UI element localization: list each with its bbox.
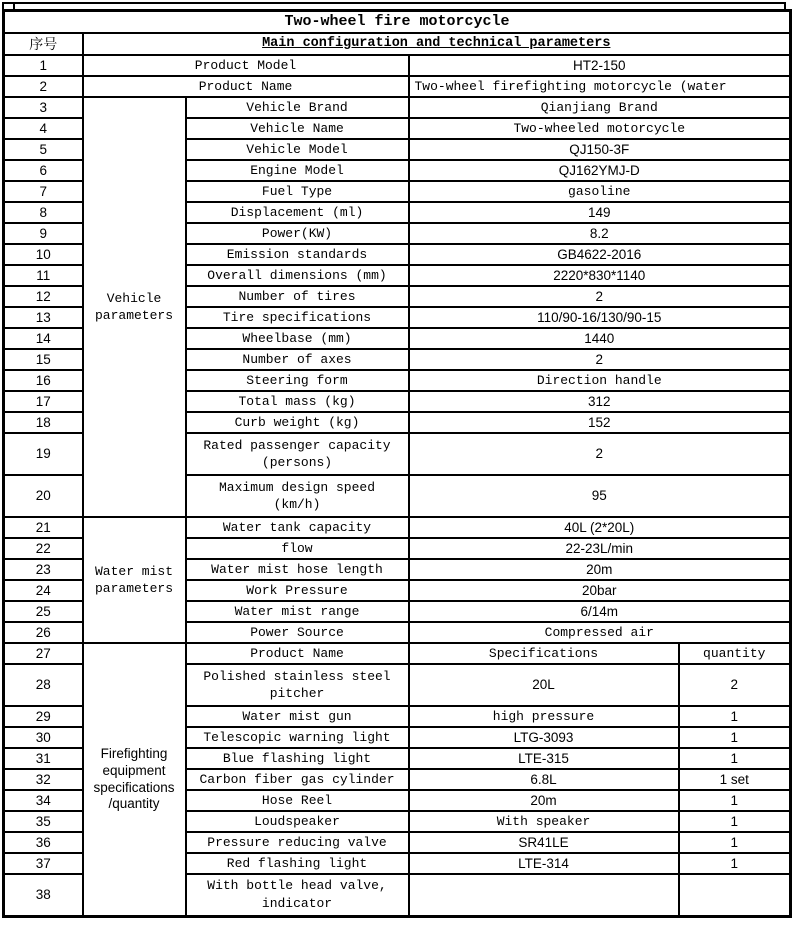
column-header-specifications: Specifications	[409, 643, 679, 664]
group-label-firefighting-equipment: Firefighting equipment specifications /quantity	[83, 643, 186, 916]
param-value: QJ162YMJ-D	[409, 160, 791, 181]
row-no: 36	[4, 832, 83, 853]
param-value: 110/90-16/130/90-15	[409, 307, 791, 328]
spec-table	[2, 9, 792, 918]
qty-value: 1	[679, 706, 791, 727]
row-no: 15	[4, 349, 83, 370]
qty-value: 1	[679, 811, 791, 832]
row-no: 19	[4, 433, 83, 475]
row-no: 20	[4, 475, 83, 517]
param-value: Qianjiang Brand	[409, 97, 791, 118]
param-label: Number of tires	[186, 286, 409, 307]
row-no: 18	[4, 412, 83, 433]
top-strip-divider	[13, 4, 15, 9]
param-value: 149	[409, 202, 791, 223]
param-label: Tire specifications	[186, 307, 409, 328]
spec-value: 6.8L	[409, 769, 679, 790]
param-label: Work Pressure	[186, 580, 409, 601]
param-label: Engine Model	[186, 160, 409, 181]
spec-value: 20L	[409, 664, 679, 706]
param-label: Power Source	[186, 622, 409, 643]
table-row	[4, 33, 791, 55]
qty-value: 1	[679, 748, 791, 769]
param-label: Water mist range	[186, 601, 409, 622]
qty-value: 1 set	[679, 769, 791, 790]
param-value: GB4622-2016	[409, 244, 791, 265]
param-label: Maximum design speed (km/h)	[186, 475, 409, 517]
param-value: 8.2	[409, 223, 791, 244]
spec-value: LTE-315	[409, 748, 679, 769]
group-label-vehicle-parameters: Vehicle parameters	[83, 97, 186, 517]
row-no: 8	[4, 202, 83, 223]
param-label: Product Model	[83, 55, 409, 76]
param-label: Rated passenger capacity (persons)	[186, 433, 409, 475]
param-value: Direction handle	[409, 370, 791, 391]
param-label: Product Name	[83, 76, 409, 97]
param-label: Power(KW)	[186, 223, 409, 244]
qty-value: 1	[679, 790, 791, 811]
spec-value: LTE-314	[409, 853, 679, 874]
row-no: 6	[4, 160, 83, 181]
param-label: Pressure reducing valve	[186, 832, 409, 853]
spec-value: high pressure	[409, 706, 679, 727]
param-value: 6/14m	[409, 601, 791, 622]
table-subtitle-text: Main configuration and technical parameters	[262, 36, 611, 52]
spec-value: 20m	[409, 790, 679, 811]
row-no: 10	[4, 244, 83, 265]
param-value: QJ150-3F	[409, 139, 791, 160]
row-no: 32	[4, 769, 83, 790]
qty-value: 1	[679, 853, 791, 874]
group-label-water-mist-parameters: Water mist parameters	[83, 517, 186, 643]
row-no: 26	[4, 622, 83, 643]
param-label: Water mist hose length	[186, 559, 409, 580]
row-no: 17	[4, 391, 83, 412]
param-label: flow	[186, 538, 409, 559]
param-label: Red flashing light	[186, 853, 409, 874]
param-value: 2220*830*1140	[409, 265, 791, 286]
row-no: 16	[4, 370, 83, 391]
param-label: Loudspeaker	[186, 811, 409, 832]
table-row	[4, 76, 791, 97]
param-value: gasoline	[409, 181, 791, 202]
param-value: 152	[409, 412, 791, 433]
table-top-strip	[2, 2, 786, 9]
spec-value: SR41LE	[409, 832, 679, 853]
qty-value: 2	[679, 664, 791, 706]
row-no: 13	[4, 307, 83, 328]
table-row	[4, 517, 791, 538]
param-value: 2	[409, 286, 791, 307]
spec-value: LTG-3093	[409, 727, 679, 748]
qty-value	[679, 874, 791, 916]
param-value: 95	[409, 475, 791, 517]
row-no: 35	[4, 811, 83, 832]
param-label: Water mist gun	[186, 706, 409, 727]
param-value: 2	[409, 433, 791, 475]
param-value: HT2-150	[409, 55, 791, 76]
row-no: 28	[4, 664, 83, 706]
row-no: 27	[4, 643, 83, 664]
param-label: Curb weight (kg)	[186, 412, 409, 433]
table-row	[4, 11, 791, 34]
param-value: 22-23L/min	[409, 538, 791, 559]
row-no: 5	[4, 139, 83, 160]
row-no: 25	[4, 601, 83, 622]
spec-value: With speaker	[409, 811, 679, 832]
table-title: Two-wheel fire motorcycle	[4, 11, 791, 34]
table-subtitle	[83, 33, 791, 55]
param-label: Steering form	[186, 370, 409, 391]
param-label: Displacement (ml)	[186, 202, 409, 223]
param-value: Two-wheeled motorcycle	[409, 118, 791, 139]
column-header-product-name: Product Name	[186, 643, 409, 664]
param-value: 2	[409, 349, 791, 370]
qty-value: 1	[679, 727, 791, 748]
row-no: 14	[4, 328, 83, 349]
row-no: 7	[4, 181, 83, 202]
param-label: Number of axes	[186, 349, 409, 370]
param-label: Vehicle Name	[186, 118, 409, 139]
param-value: 40L (2*20L)	[409, 517, 791, 538]
param-value: 20bar	[409, 580, 791, 601]
table-row	[4, 643, 791, 664]
param-label: Total mass (kg)	[186, 391, 409, 412]
param-label: Telescopic warning light	[186, 727, 409, 748]
param-label: Fuel Type	[186, 181, 409, 202]
row-no: 29	[4, 706, 83, 727]
row-no: 21	[4, 517, 83, 538]
param-label: Wheelbase (mm)	[186, 328, 409, 349]
row-no: 9	[4, 223, 83, 244]
spec-value	[409, 874, 679, 916]
row-no: 31	[4, 748, 83, 769]
param-label: Water tank capacity	[186, 517, 409, 538]
row-no: 4	[4, 118, 83, 139]
param-label: With bottle head valve, indicator	[186, 874, 409, 916]
param-label: Carbon fiber gas cylinder	[186, 769, 409, 790]
row-no: 22	[4, 538, 83, 559]
param-label: Hose Reel	[186, 790, 409, 811]
param-label: Vehicle Model	[186, 139, 409, 160]
param-value: 1440	[409, 328, 791, 349]
row-no: 30	[4, 727, 83, 748]
row-no: 23	[4, 559, 83, 580]
param-label: Emission standards	[186, 244, 409, 265]
row-no: 3	[4, 97, 83, 118]
row-no: 2	[4, 76, 83, 97]
param-label: Polished stainless steel pitcher	[186, 664, 409, 706]
serial-no-header: 序号	[4, 33, 83, 55]
param-label: Blue flashing light	[186, 748, 409, 769]
param-value: Compressed air	[409, 622, 791, 643]
param-value: 20m	[409, 559, 791, 580]
param-value: Two-wheel firefighting motorcycle (water	[409, 76, 791, 97]
param-value: 312	[409, 391, 791, 412]
column-header-quantity: quantity	[679, 643, 791, 664]
table-row	[4, 55, 791, 76]
qty-value: 1	[679, 832, 791, 853]
row-no: 1	[4, 55, 83, 76]
row-no: 34	[4, 790, 83, 811]
param-label: Overall dimensions (mm)	[186, 265, 409, 286]
row-no: 24	[4, 580, 83, 601]
row-no: 12	[4, 286, 83, 307]
row-no: 11	[4, 265, 83, 286]
param-label: Vehicle Brand	[186, 97, 409, 118]
row-no: 38	[4, 874, 83, 916]
table-row	[4, 97, 791, 118]
row-no: 37	[4, 853, 83, 874]
